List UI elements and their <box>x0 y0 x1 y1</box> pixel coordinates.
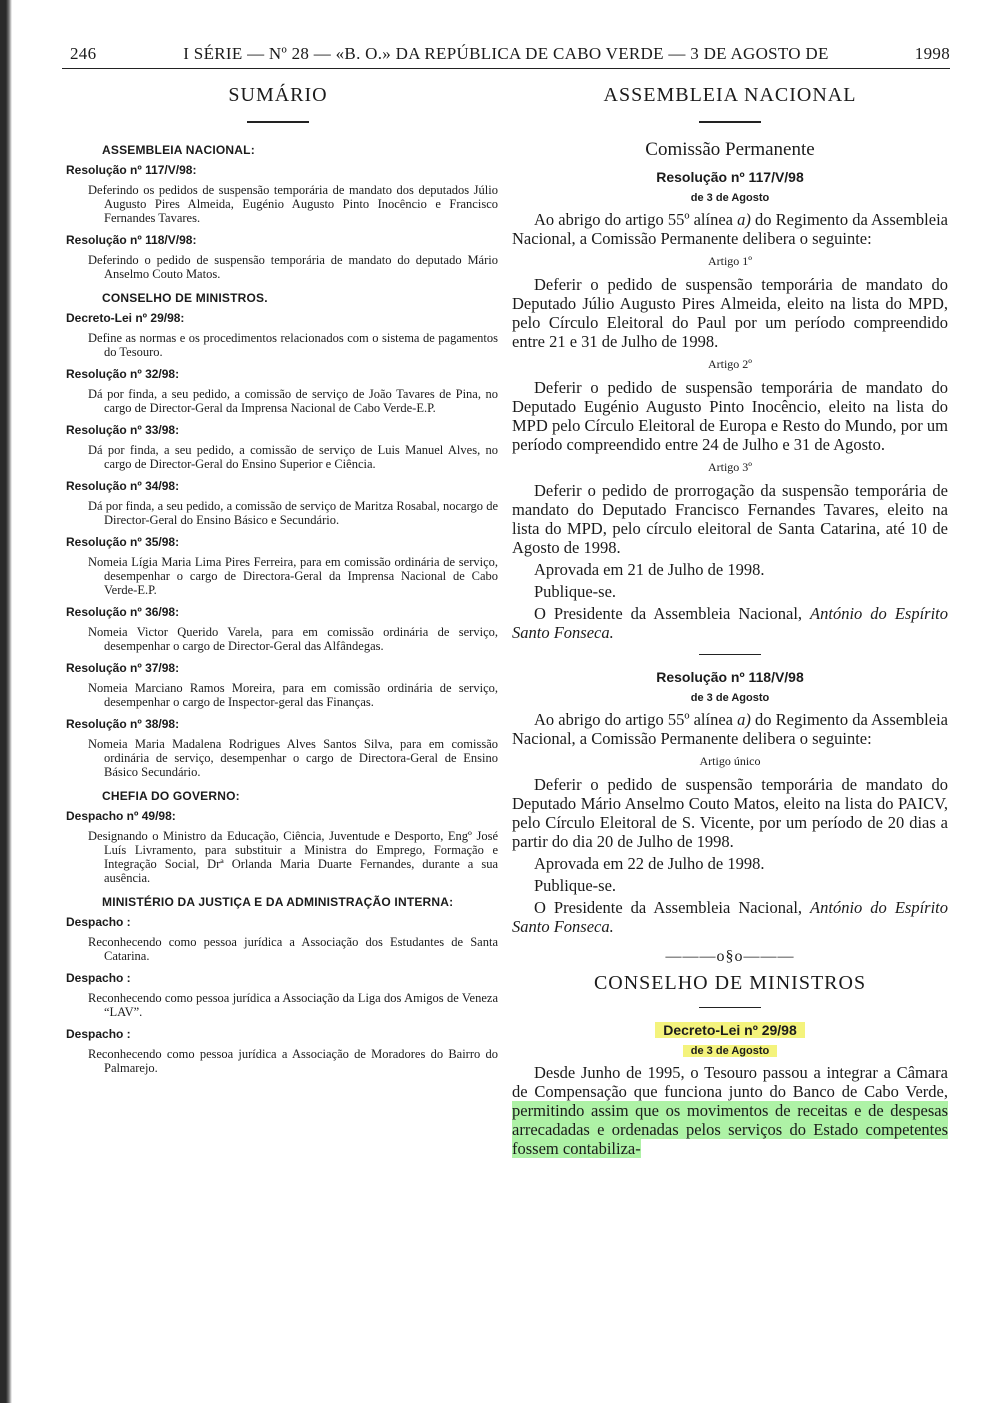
header-year: 1998 <box>914 44 950 63</box>
approval-date: Aprovada em 22 de Julho de 1998. <box>534 854 765 873</box>
summary-entry-label: Despacho nº 49/98: <box>66 809 176 823</box>
resolution-117-intro: Ao abrigo do artigo 55º alínea a) do Regimento da Assembleia Nacional, a Comissão Permanente delibera o seguinte: <box>512 210 948 248</box>
decree-date: de 3 de Agosto <box>512 1045 948 1057</box>
divider <box>699 654 761 655</box>
summary-entry-label: Despacho : <box>66 1027 131 1041</box>
summary-entry-label: Resolução nº 36/98: <box>66 605 180 619</box>
approval-date: Aprovada em 21 de Julho de 1998. <box>534 560 765 579</box>
resolution-117-date: de 3 de Agosto <box>690 192 770 204</box>
conselho-title: CONSELHO DE MINISTROS <box>593 972 867 994</box>
summary-entry <box>58 661 498 709</box>
publish-order: Publique-se. <box>534 582 617 601</box>
summary-entry-label: Resolução nº 117/V/98: <box>66 163 197 177</box>
summary-entry <box>58 233 498 281</box>
commission-subtitle: Comissão Permanente <box>645 139 815 160</box>
article-2-text: Deferir o pedido de suspensão temporária de mandato do Deputado Eugénio Augusto Pinto Inocêncio, eleito na lista do MPD pelo Círculo Eleitoral de Europa e Resto do Mundo, por um período compreendido entre 24 de Julho e 31 de Agosto. <box>512 378 948 454</box>
summary-list <box>58 143 498 1075</box>
summary-entry-label: Decreto-Lei nº 29/98: <box>66 311 185 325</box>
divider <box>247 121 309 123</box>
summary-entry <box>58 971 498 1019</box>
summary-column <box>58 80 498 1083</box>
summary-entry-text: Dá por finda, a seu pedido, a comissão de serviço de Luis Manuel Alves, no cargo de Director-Geral do Ensino Superior e Ciência. <box>88 443 498 471</box>
resolution-117-title: Resolução nº 117/V/98 <box>656 169 804 185</box>
summary-entry-label: Resolução nº 32/98: <box>66 367 180 381</box>
summary-entry <box>58 605 498 653</box>
article-1-text: Deferir o pedido de suspensão temporária de mandato do Deputado Júlio Augusto Pires Almeida, eleito na lista do MPD, pelo Círculo Eleitoral do Paul por um período compreendido entre 21 e 31 de Julho de 1998. <box>512 275 948 351</box>
summary-entry <box>58 1027 498 1075</box>
divider <box>699 121 761 123</box>
summary-entry-text: Dá por finda, a seu pedido, a comissão de serviço de João Tavares de Pina, no cargo de Director-Geral da Imprensa Nacional de Cabo Verde-E.P. <box>88 387 498 415</box>
summary-title: SUMÁRIO <box>228 84 328 106</box>
summary-entry-text: Reconhecendo como pessoa jurídica a Associação de Moradores do Bairro do Palmarejo. <box>88 1047 498 1075</box>
summary-entry <box>58 311 498 359</box>
summary-entry-label: Resolução nº 35/98: <box>66 535 180 549</box>
summary-entry-label: Resolução nº 37/98: <box>66 661 180 675</box>
publish-order: Publique-se. <box>534 876 617 895</box>
content-column <box>512 80 948 1161</box>
summary-entry-label: Resolução nº 34/98: <box>66 479 180 493</box>
summary-entry <box>58 915 498 963</box>
summary-section-heading: ASSEMBLEIA NACIONAL: <box>102 143 255 157</box>
sole-article-text: Deferir o pedido de suspensão temporária de mandato do Deputado Mário Anselmo Couto Matos, eleito na lista do PAICV, pelo Círculo Eleitoral de S. Vicente, por um período de 20 dias a partir do dia 20 de Julho de 1998. <box>512 775 948 851</box>
president-signature: O Presidente da Assembleia Nacional, António do Espírito Santo Fonseca. <box>512 898 948 936</box>
header-title: I SÉRIE — Nº 28 — «B. O.» DA REPÚBLICA DE CABO VERDE — 3 DE AGOSTO DE <box>183 44 829 63</box>
decree-paragraph: Desde Junho de 1995, o Tesouro passou a integrar a Câmara de Compensação que funciona junto do Banco de Cabo Verde, permitindo assim que os movimentos de receitas e de despesas arrecadadas e ordenadas pelos serviços do Estado competentes fossem contabiliza- <box>512 1063 948 1158</box>
resolution-118-date: de 3 de Agosto <box>690 692 770 704</box>
summary-entry-text: Dá por finda, a seu pedido, a comissão de serviço de Maritza Rosabal, nocargo de Director-Geral do Ensino Básico e Secundário. <box>88 499 498 527</box>
summary-entry <box>58 809 498 885</box>
summary-entry <box>58 163 498 225</box>
summary-entry-label: Despacho : <box>66 971 131 985</box>
summary-entry-text: Reconhecendo como pessoa jurídica a Associação dos Estudantes de Santa Catarina. <box>88 935 498 963</box>
assembleia-title: ASSEMBLEIA NACIONAL <box>603 84 857 106</box>
summary-entry-label: Resolução nº 118/V/98: <box>66 233 197 247</box>
summary-entry <box>58 535 498 597</box>
summary-entry-text: Reconhecendo como pessoa jurídica a Associação da Liga dos Amigos de Veneza “LAV”. <box>88 991 498 1019</box>
page-header <box>62 42 950 69</box>
summary-entry-text: Deferindo o pedido de suspensão temporária de mandato do deputado Mário Anselmo Couto Matos. <box>88 253 498 281</box>
summary-entry-text: Define as normas e os procedimentos relacionados com o sistema de pagamentos do Tesouro. <box>88 331 498 359</box>
summary-section-heading: CONSELHO DE MINISTROS. <box>102 291 268 305</box>
scan-binding-edge <box>0 0 12 1403</box>
summary-entry-text: Designando o Ministro da Educação, Ciência, Juventude e Desporto, Engº José Luís Livramento, para substituir a Ministra do Emprego, Formação e Integração Social, Drª Orlanda Maria Duarte Fernandes, durante a sua ausência. <box>88 829 498 885</box>
article-3-label: Artigo 3º <box>707 460 753 474</box>
summary-entry-text: Nomeia Marciano Ramos Moreira, para em comissão ordinária de serviço, desempenhar o cargo de Inspector-geral das Finanças. <box>88 681 498 709</box>
summary-entry-label: Despacho : <box>66 915 131 929</box>
summary-entry <box>58 717 498 779</box>
summary-section-heading: MINISTÉRIO DA JUSTIÇA E DA ADMINISTRAÇÃO INTERNA: <box>102 895 454 909</box>
divider <box>699 1007 761 1008</box>
summary-entry-text: Deferindo os pedidos de suspensão temporária de mandato dos deputados Júlio Augusto Pires Almeida, Eugénio Augusto Pinto Inocêncio e Francisco Fernandes Tavares. <box>88 183 498 225</box>
highlighted-passage: permitindo assim que os movimentos de receitas e de despesas arrecadadas e ordenadas pelos serviços do Estado competentes fossem contabiliza- <box>512 1101 948 1158</box>
summary-entry <box>58 479 498 527</box>
summary-entry <box>58 367 498 415</box>
decree-title: Decreto-Lei nº 29/98 <box>512 1022 948 1038</box>
summary-entry-text: Nomeia Victor Querido Varela, para em comissão ordinária de serviço, desempenhar o cargo de Director-Geral das Alfândegas. <box>88 625 498 653</box>
section-separator: ———o§o——— <box>665 948 795 965</box>
resolution-118-title: Resolução nº 118/V/98 <box>656 669 804 685</box>
resolution-118-intro: Ao abrigo do artigo 55º alínea a) do Regimento da Assembleia Nacional, a Comissão Permanente delibera o seguinte: <box>512 710 948 748</box>
article-2-label: Artigo 2º <box>707 357 753 371</box>
summary-entry-text: Nomeia Lígia Maria Lima Pires Ferreira, para em comissão ordinária de serviço, desempenhar o cargo de Directora-Geral da Imprensa Nacional de Cabo Verde-E.P. <box>88 555 498 597</box>
president-signature: O Presidente da Assembleia Nacional, António do Espírito Santo Fonseca. <box>512 604 948 642</box>
summary-entry-label: Resolução nº 38/98: <box>66 717 180 731</box>
sole-article-label: Artigo único <box>699 754 761 768</box>
summary-section-heading: CHEFIA DO GOVERNO: <box>102 789 240 803</box>
article-1-label: Artigo 1º <box>707 254 753 268</box>
summary-entry-text: Nomeia Maria Madalena Rodrigues Alves Santos Silva, para em comissão ordinária de serviço, desempenhar o cargo de Directora-Geral de Ensino Básico Secundário. <box>88 737 498 779</box>
summary-entry <box>58 423 498 471</box>
page-number: 246 <box>70 44 97 63</box>
article-3-text: Deferir o pedido de prorrogação da suspensão temporária de mandato do Deputado Francisco Fernandes Tavares, eleito na lista do MPD, pelo círculo eleitoral de Santa Catarina, até 10 de Agosto de 1998. <box>512 481 948 557</box>
summary-entry-label: Resolução nº 33/98: <box>66 423 180 437</box>
